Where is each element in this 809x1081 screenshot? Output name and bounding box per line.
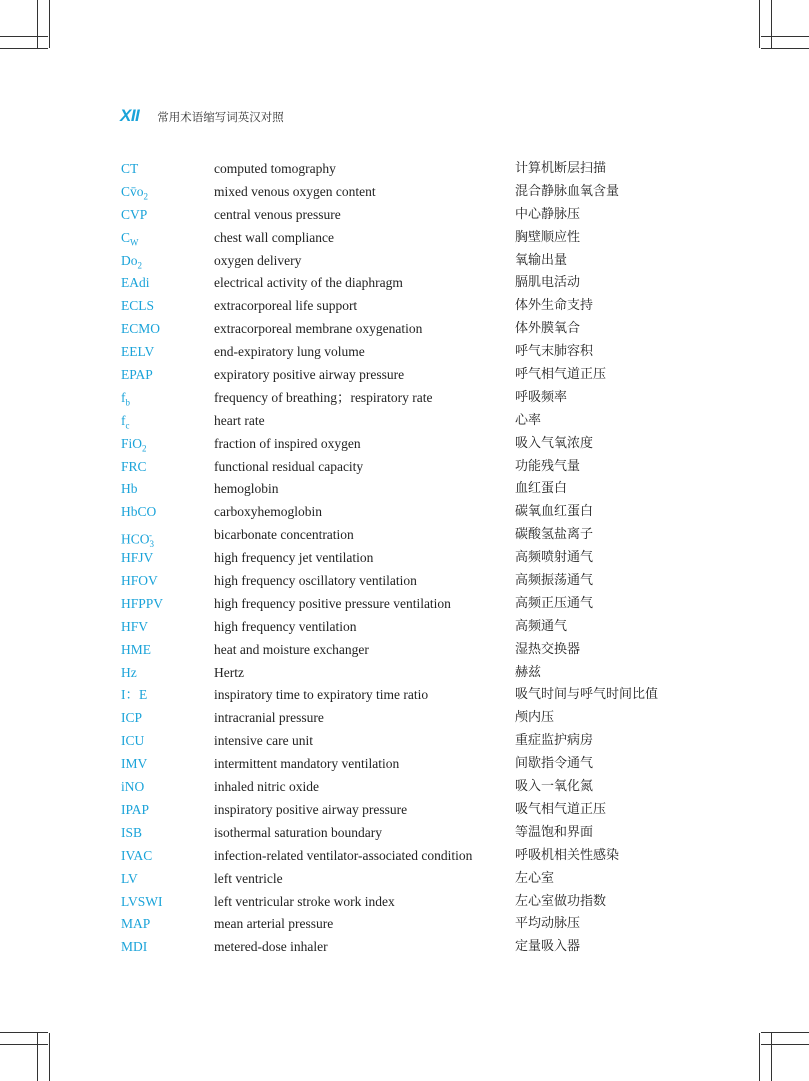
abbreviation-text: HFPPV [121, 595, 164, 611]
english-term: electrical activity of the diaphragm [214, 275, 403, 291]
glossary-row [121, 547, 721, 570]
chinese-term: 吸入一氧化氮 [515, 779, 594, 795]
abbreviation-text: CVP [121, 206, 148, 222]
abbreviation-subscript: b [125, 397, 130, 408]
english-term: heat and moisture exchanger [214, 641, 369, 657]
chinese-term: 吸气相气道正压 [515, 801, 607, 817]
abbreviation [121, 158, 138, 181]
abbreviation-text: LV [121, 870, 138, 886]
abbreviation-text: HCO [121, 531, 150, 547]
abbreviation-text: EAdi [121, 275, 150, 291]
english-term: intensive care unit [214, 733, 313, 749]
chinese-term: 高频通气 [515, 618, 568, 634]
abbreviation-subscript: 2 [137, 260, 142, 271]
abbreviation-text: Cv̄o [121, 183, 144, 199]
glossary-row [121, 204, 721, 227]
crop-mark-bottom-right-vertical [759, 1033, 760, 1081]
glossary-row [121, 181, 721, 204]
glossary-row [121, 799, 721, 822]
abbreviation [121, 547, 153, 570]
glossary-row [121, 616, 721, 639]
crop-mark-bottom-right-horizontal [761, 1032, 809, 1033]
crop-mark-top-left-horizontal-inner [0, 48, 48, 49]
abbreviation [121, 891, 163, 914]
abbreviation-text: iNO [121, 779, 145, 795]
english-term: central venous pressure [214, 206, 341, 222]
abbreviation-text: HME [121, 641, 151, 657]
english-term: intracranial pressure [214, 710, 324, 726]
english-term: intermittent mandatory ventilation [214, 756, 400, 772]
english-term: high frequency positive pressure ventilation [214, 595, 451, 611]
chinese-term: 呼吸机相关性感染 [515, 847, 620, 863]
glossary-row [121, 478, 721, 501]
english-term: extracorporeal membrane oxygenation [214, 321, 423, 337]
chinese-term: 等温饱和界面 [515, 824, 594, 840]
abbreviation-text: ECMO [121, 321, 161, 337]
glossary-row [121, 295, 721, 318]
chinese-term: 体外膜氧合 [515, 321, 581, 337]
chinese-term: 功能残气量 [515, 458, 581, 474]
english-term: functional residual capacity [214, 458, 364, 474]
abbreviation [121, 341, 154, 364]
crop-mark-bottom-left-horizontal-inner [0, 1044, 48, 1045]
abbreviation [121, 318, 160, 341]
glossary-row [121, 387, 721, 410]
glossary-row [121, 845, 721, 868]
abbreviation [121, 295, 154, 318]
abbreviation-text: FiO [121, 435, 143, 451]
chinese-term: 吸气时间与呼气时间比值 [515, 687, 659, 703]
abbreviation-subscript: 2 [142, 443, 147, 454]
chinese-term: 氧输出量 [515, 252, 568, 268]
chinese-term: 体外生命支持 [515, 298, 594, 314]
chinese-term: 膈肌电活动 [515, 275, 581, 291]
chinese-term: 平均动脉压 [515, 916, 581, 932]
abbreviation [121, 799, 149, 822]
abbreviation [121, 570, 158, 593]
abbreviation [121, 936, 147, 959]
abbreviation-text: I：E [121, 687, 148, 703]
abbreviation-text: EELV [121, 344, 155, 360]
page-title: 常用术语缩写词英汉对照 [157, 110, 284, 124]
chinese-term: 碳氧血红蛋白 [515, 504, 594, 520]
glossary-row [121, 593, 721, 616]
english-term: computed tomography [214, 161, 336, 176]
crop-mark-bottom-right-horizontal-inner [761, 1044, 809, 1045]
glossary-row [121, 433, 721, 456]
abbreviation-text: Do [121, 252, 138, 268]
abbreviation [121, 478, 138, 501]
abbreviation-subscript: 2 [143, 191, 149, 202]
english-term: isothermal saturation boundary [214, 824, 382, 840]
glossary-row [121, 158, 721, 181]
english-term: fraction of inspired oxygen [214, 435, 361, 451]
english-term: left ventricular stroke work index [214, 893, 395, 909]
chinese-term: 重症监护病房 [515, 733, 594, 749]
abbreviation-text: ICU [121, 733, 145, 749]
abbreviation-text: ECLS [121, 298, 155, 314]
glossary-row [121, 913, 721, 936]
glossary-row [121, 776, 721, 799]
abbreviation-text: LVSWI [121, 893, 163, 909]
glossary-row [121, 456, 721, 479]
english-term: infection-related ventilator-associated condition [214, 847, 473, 863]
crop-mark-bottom-left-vertical [37, 1033, 38, 1081]
chinese-term: 左心室做功指数 [515, 893, 607, 909]
glossary-row [121, 570, 721, 593]
chinese-term: 呼气相气道正压 [515, 367, 607, 383]
chinese-term: 左心室 [515, 870, 555, 886]
english-term: heart rate [214, 412, 265, 428]
english-term: Hertz [214, 664, 244, 680]
abbreviation-superscript: - [149, 530, 153, 541]
english-term: inspiratory time to expiratory time ratio [214, 687, 429, 703]
crop-mark-top-left-vertical [37, 0, 38, 48]
glossary-row [121, 662, 721, 685]
chinese-term: 高频喷射通气 [515, 550, 594, 566]
chinese-term: 心率 [515, 412, 542, 428]
abbreviation [121, 868, 138, 891]
glossary-row [121, 364, 721, 387]
english-term: mixed venous oxygen content [214, 183, 376, 199]
chinese-term: 血红蛋白 [515, 481, 568, 497]
abbreviation [121, 913, 150, 936]
abbreviation [121, 707, 142, 730]
english-term: end-expiratory lung volume [214, 344, 365, 360]
abbreviation [121, 684, 147, 707]
abbreviation [121, 730, 144, 753]
crop-mark-bottom-left-vertical-inner [49, 1033, 50, 1081]
english-term: high frequency oscillatory ventilation [214, 573, 417, 589]
glossary-row [121, 272, 721, 295]
glossary-row [121, 891, 721, 914]
english-term: expiratory positive airway pressure [214, 367, 405, 383]
chinese-term: 呼气末肺容积 [515, 344, 594, 360]
abbreviation [121, 501, 156, 524]
abbreviation [121, 753, 147, 776]
crop-mark-top-left-horizontal [0, 36, 48, 37]
crop-mark-bottom-left-horizontal [0, 1032, 48, 1033]
abbreviation-text: HFV [121, 618, 149, 634]
abbreviation-text: EPAP [121, 367, 153, 383]
chinese-term: 碳酸氢盐离子 [515, 527, 594, 543]
glossary-row [121, 227, 721, 250]
chinese-term: 计算机断层扫描 [515, 161, 607, 176]
crop-mark-top-right-horizontal [761, 36, 809, 37]
abbreviation-text: Hz [121, 664, 137, 680]
crop-mark-top-left-vertical-inner [49, 0, 50, 48]
chinese-term: 呼吸频率 [515, 389, 568, 405]
english-term: bicarbonate concentration [214, 527, 354, 543]
glossary-row [121, 936, 721, 959]
glossary-row [121, 822, 721, 845]
chinese-term: 间歇指令通气 [515, 756, 594, 772]
abbreviation-subscript: W [130, 237, 139, 248]
english-term: extracorporeal life support [214, 298, 358, 314]
english-term: carboxyhemoglobin [214, 504, 322, 520]
glossary-row [121, 639, 721, 662]
abbreviation [121, 845, 152, 868]
glossary-row [121, 341, 721, 364]
abbreviation [121, 662, 137, 685]
page-header [120, 106, 284, 126]
page-number: XII [120, 106, 140, 125]
abbreviation-subscript: 3 [149, 539, 155, 550]
glossary-row [121, 250, 721, 273]
abbreviation-text: C [121, 229, 131, 245]
abbreviation [121, 364, 153, 387]
abbreviation [121, 616, 148, 639]
glossary-row [121, 730, 721, 753]
abbreviation-text: f [121, 389, 126, 405]
chinese-term: 中心静脉压 [515, 206, 581, 222]
crop-mark-top-right-vertical [759, 0, 760, 48]
abbreviation-text: IVAC [121, 847, 153, 863]
english-term: mean arterial pressure [214, 916, 334, 932]
english-term: metered-dose inhaler [214, 939, 328, 955]
english-term: high frequency ventilation [214, 618, 357, 634]
chinese-term: 湿热交换器 [515, 641, 581, 657]
abbreviation-subscript: c [125, 420, 130, 431]
glossary-row [121, 318, 721, 341]
crop-mark-top-right-horizontal-inner [761, 48, 809, 49]
glossary-row [121, 753, 721, 776]
glossary-row [121, 501, 721, 524]
english-term: inhaled nitric oxide [214, 779, 319, 795]
abbreviation [121, 822, 142, 845]
english-term: frequency of breathing；respiratory rate [214, 389, 433, 405]
abbreviation-text: FRC [121, 458, 147, 474]
chinese-term: 赫兹 [515, 664, 542, 680]
chinese-term: 混合静脉血氧含量 [515, 183, 620, 199]
abbreviation-text: IMV [121, 756, 148, 772]
abbreviation [121, 593, 163, 616]
abbreviation [121, 272, 150, 295]
abbreviation-text: Hb [121, 481, 138, 497]
glossary-row [121, 410, 721, 433]
abbreviation-text: ICP [121, 710, 143, 726]
chinese-term: 吸入气氧浓度 [515, 435, 594, 451]
chinese-term: 高频振荡通气 [515, 573, 594, 589]
english-term: hemoglobin [214, 481, 279, 497]
abbreviation-text: IPAP [121, 801, 150, 817]
chinese-term: 定量吸入器 [515, 939, 581, 955]
abbreviation-text: HbCO [121, 504, 157, 520]
glossary-row [121, 707, 721, 730]
abbreviation-text: HFJV [121, 550, 154, 566]
abbreviation [121, 776, 144, 799]
abbreviation-text: ISB [121, 824, 143, 840]
crop-mark-bottom-right-vertical-inner [771, 1033, 772, 1081]
abbreviation [121, 639, 151, 662]
english-term: left ventricle [214, 870, 283, 886]
abbreviation [121, 456, 147, 479]
glossary-row [121, 868, 721, 891]
abbreviation-text: f [121, 412, 126, 428]
glossary-row [121, 684, 721, 707]
glossary-row [121, 524, 721, 550]
chinese-term: 胸壁顺应性 [515, 229, 581, 245]
english-term: chest wall compliance [214, 229, 334, 245]
crop-mark-top-right-vertical-inner [771, 0, 772, 48]
english-term: inspiratory positive airway pressure [214, 801, 408, 817]
abbreviation-text: HFOV [121, 573, 158, 589]
english-term: high frequency jet ventilation [214, 550, 374, 566]
english-term: oxygen delivery [214, 252, 302, 268]
abbreviation-text: MAP [121, 916, 151, 932]
abbreviation-text: MDI [121, 939, 148, 955]
abbreviation [121, 204, 147, 227]
chinese-term: 高频正压通气 [515, 595, 594, 611]
abbreviation-text: CT [121, 161, 139, 176]
glossary-list [121, 158, 721, 959]
chinese-term: 颅内压 [515, 710, 555, 726]
